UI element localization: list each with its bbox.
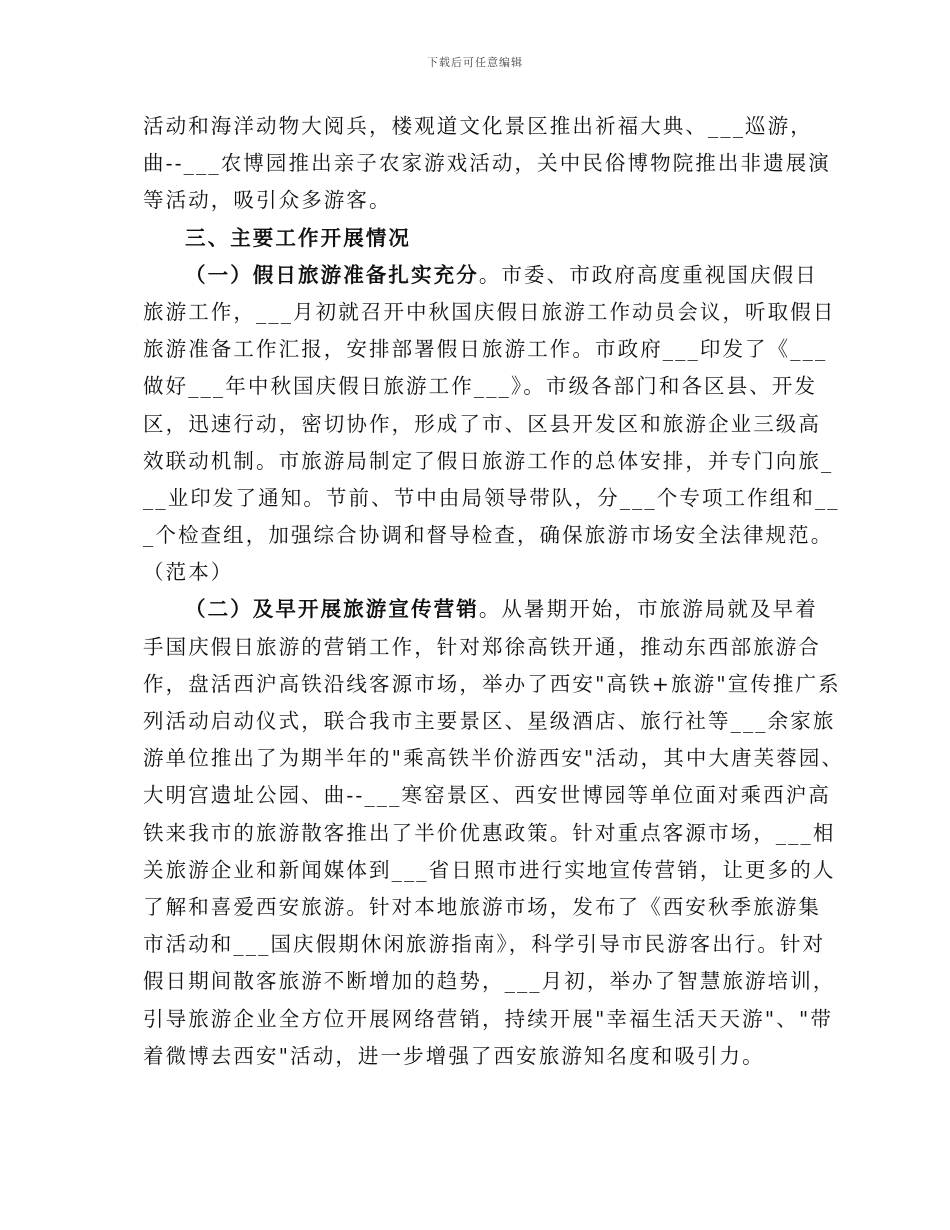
paragraph-line: __业印发了通知。节前、节中由局领导带队，分___个专项工作组和__	[143, 485, 840, 510]
paragraph-text: 。从暑期开始，市旅游局就及早着	[478, 597, 818, 622]
paragraph-line: 做好___年中秋国庆假日旅游工作___》。市级各部门和各区县、开发	[143, 374, 818, 399]
page-header: 下载后可任意编辑	[427, 56, 523, 69]
paragraph-line: 引导旅游企业全方位开展网络营销，持续开展"幸福生活天天游"、"带	[143, 1006, 833, 1031]
paragraph-line: 作，盘活西沪高铁沿线客源市场，举办了西安"高铁+旅游"宣传推广系	[143, 671, 841, 696]
subsection-heading: （二）及早开展旅游宣传营销	[185, 597, 479, 622]
paragraph-text: 。市委、市政府高度重视国庆假日	[478, 262, 818, 287]
paragraph-line: 列活动启动仪式，联合我市主要景区、星级酒店、旅行社等___余家旅	[143, 709, 836, 733]
paragraph-line: 铁来我市的旅游散客推出了半价优惠政策。针对重点客源市场，___相	[143, 820, 836, 845]
document-body	[143, 108, 845, 1075]
section-heading: 三、主要工作开展情况	[185, 225, 411, 250]
paragraph-line: （范本）	[143, 560, 234, 585]
paragraph-line: 活动和海洋动物大阅兵，楼观道文化景区推出祈福大典、___巡游，	[143, 114, 813, 138]
paragraph-line: 手国庆假日旅游的营销工作，针对郑徐高铁开通，推动东西部旅游合	[143, 634, 821, 659]
paragraph-line: 旅游准备工作汇报，安排部署假日旅游工作。市政府___印发了《___	[143, 337, 828, 362]
paragraph-line: 区，迅速行动，密切协作，形成了市、区县开发区和旅游企业三级高	[143, 411, 821, 436]
paragraph-line: 假日期间散客旅游不断增加的趋势，___月初，举办了智慧旅游培训，	[143, 969, 836, 994]
paragraph-line: 效联动机制。市旅游局制定了假日旅游工作的总体安排，并专门向旅_	[143, 448, 834, 473]
paragraph-line: 曲--___农博园推出亲子农家游戏活动，关中民俗博物院推出非遗展演	[143, 151, 831, 176]
paragraph-line	[143, 591, 818, 628]
paragraph-line: 大明宫遗址公园、曲--___寒窑景区、西安世博园等单位面对乘西沪高	[143, 783, 831, 808]
paragraph-line	[143, 257, 818, 294]
paragraph-line: 了解和喜爱西安旅游。针对本地旅游市场，发布了《西安秋季旅游集	[143, 894, 821, 919]
paragraph-line: 着微博去西安"活动，进一步增强了西安旅游知名度和吸引力。	[143, 1043, 765, 1068]
paragraph-line: 游单位推出了为期半年的"乘高铁半价游西安"活动，其中大唐芙蓉园、	[143, 746, 845, 771]
paragraph-line: 市活动和___国庆假期休闲旅游指南》，科学引导市民游客出行。针对	[143, 932, 826, 957]
paragraph-line: 旅游工作，___月初就召开中秋国庆假日旅游工作动员会议，听取假日	[143, 299, 836, 324]
subsection-heading: （一）假日旅游准备扎实充分	[185, 262, 479, 287]
paragraph-line: 等活动，吸引众多游客。	[143, 188, 392, 213]
paragraph-line: _个检查组，加强综合协调和督导检查，确保旅游市场安全法律规范。	[143, 523, 834, 548]
paragraph-line: 关旅游企业和新闻媒体到___省日照市进行实地宣传营销，让更多的人	[143, 857, 836, 882]
